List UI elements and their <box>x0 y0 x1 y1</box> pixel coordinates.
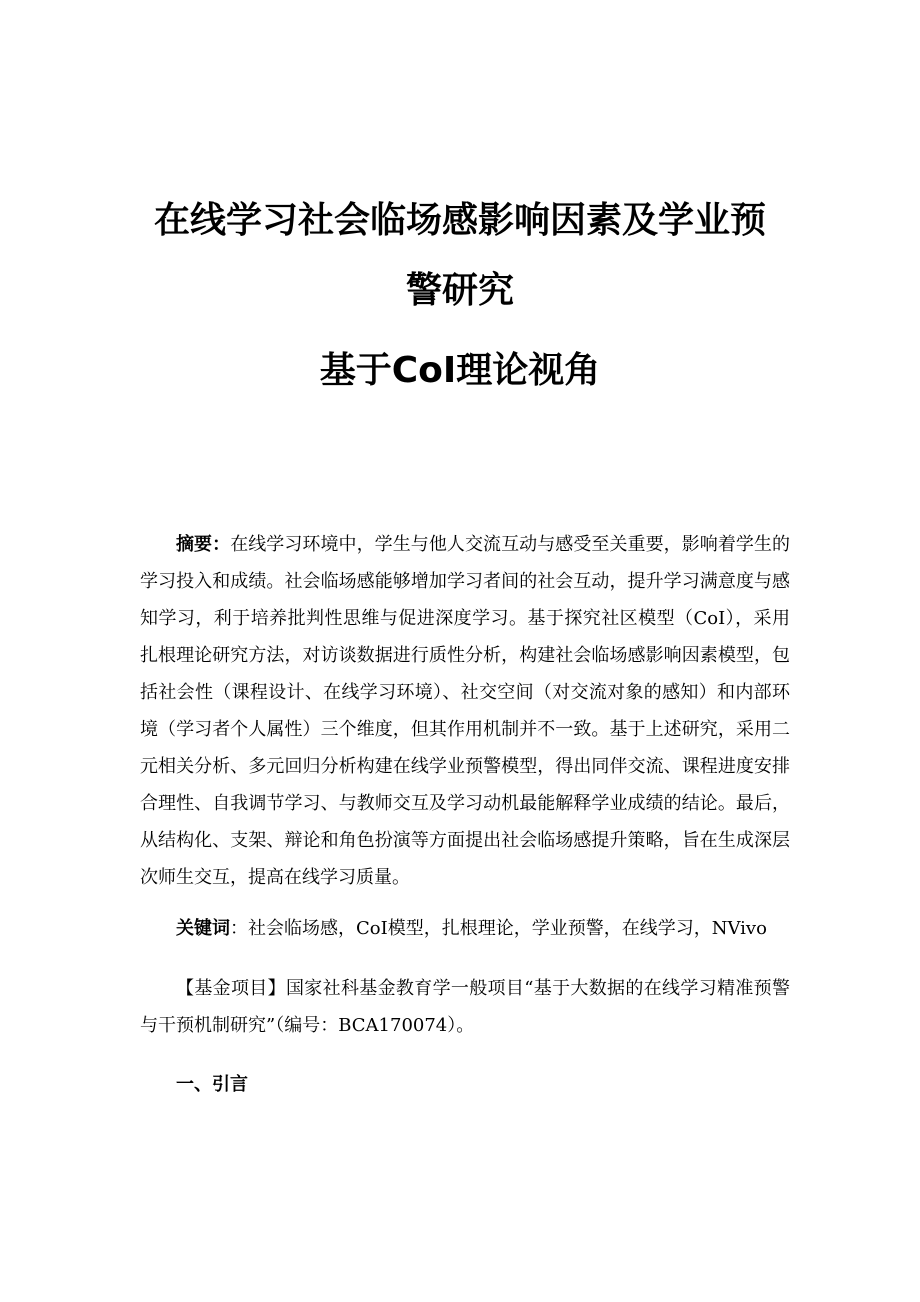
document-title-line-1: 在线学习社会临场感影响因素及学业预 <box>153 200 766 241</box>
fund-text: 【基金项目】国家社科基金教育学一般项目“基于大数据的在线学习精准预警与干预机制研究”（编号：BCA170074）。 <box>140 978 790 1036</box>
keywords-text: ：社会临场感，CoI模型，扎根理论，学业预警，在线学习，NVivo <box>230 918 767 939</box>
section-heading-introduction: 一、引言 <box>176 1074 248 1095</box>
fund-paragraph <box>140 970 790 1044</box>
keywords-label: 关键词 <box>176 918 230 939</box>
abstract-label: 摘要： <box>176 534 231 555</box>
keywords-paragraph <box>140 910 790 947</box>
abstract-paragraph <box>140 526 790 896</box>
abstract-text: 在线学习环境中，学生与他人交流互动与感受至关重要，影响着学生的学习投入和成绩。社会临场感能够增加学习者间的社会互动，提升学习满意度与感知学习，利于培养批判性思维与促进深度学习。基于探究社区模型（CoI），采用扎根理论研究方法，对访谈数据进行质性分析，构建社会临场感影响因素模型，包括社会性（课程设计、在线学习环境）、社交空间（对交流对象的感知）和内部环境（学习者个人属性）三个维度，但其作用机制并不一致。基于上述研究，采用二元相关分析、多元回归分析构建在线学业预警模型，得出同伴交流、课程进度安排合理性、自我调节学习、与教师交互及学习动机最能解释学业成绩的结论。最后，从结构化、支架、辩论和角色扮演等方面提出社会临场感提升策略，旨在生成深层次师生交互，提高在线学习质量。 <box>140 534 791 888</box>
document-subtitle: 基于CoI理论视角 <box>319 350 601 391</box>
document-title-line-2: 警研究 <box>405 270 514 311</box>
